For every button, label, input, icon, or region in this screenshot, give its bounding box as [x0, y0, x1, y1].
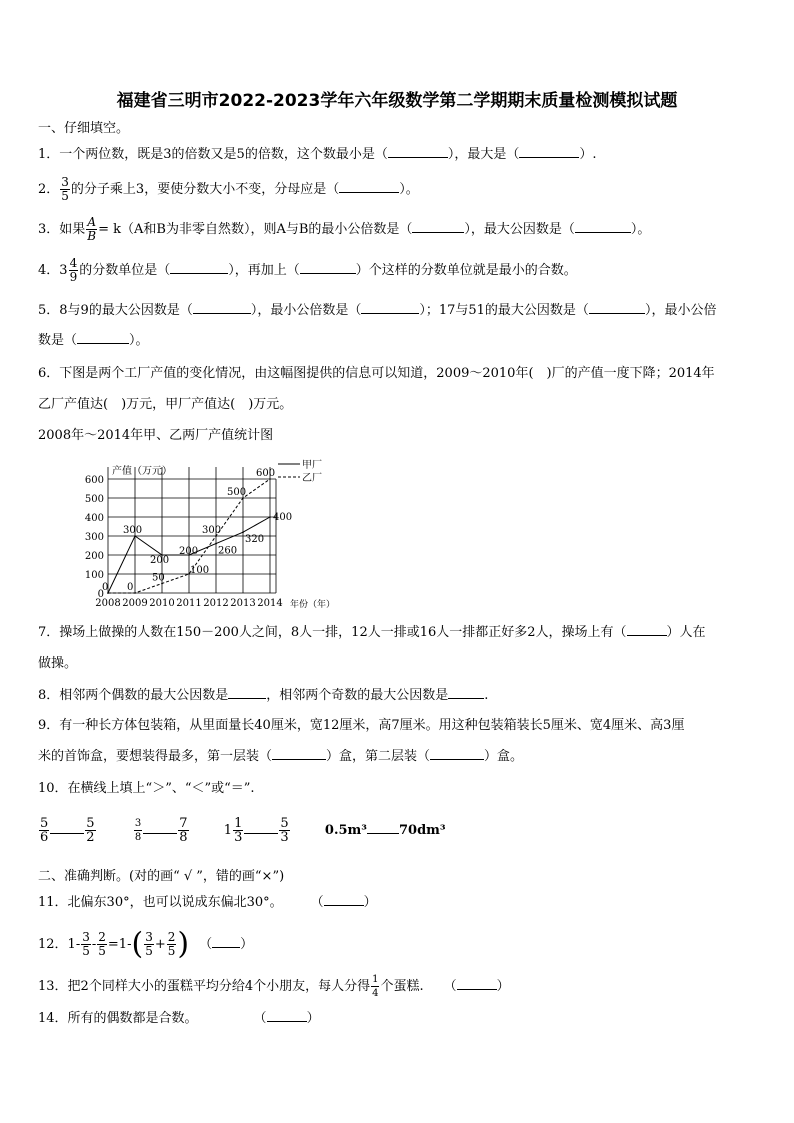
question-10: 10．在横线上填上“＞”、“＜”或“＝”.	[38, 781, 255, 796]
q9-blank-1[interactable]	[272, 759, 326, 760]
q12-paren-open: （	[199, 937, 213, 952]
q10-c3-d1: 3	[234, 830, 243, 845]
q5-blank-3[interactable]	[589, 313, 645, 314]
x-tick-label: 2014	[257, 598, 283, 609]
q12-big-paren-close: )	[177, 926, 190, 962]
q10-blank-4[interactable]	[367, 833, 399, 834]
q12-big-paren-open: (	[131, 926, 144, 962]
data-label: 200	[179, 546, 199, 557]
question-6-line-1: 6．下图是两个工厂产值的变化情况，由这幅图提供的信息可以知道，2009～2010年( )厂的产值一度下降；2014年	[38, 366, 715, 381]
q14-paren-close: ）	[306, 1011, 320, 1026]
q3-fraction	[86, 216, 97, 243]
q3-text: 3．如果	[38, 222, 86, 237]
q2-fraction	[60, 176, 70, 203]
chart-caption: 2008年～2014年甲、乙两厂产值统计图	[38, 428, 274, 443]
q10-c2-n1: 3	[134, 818, 142, 829]
q4-blank-1[interactable]	[170, 273, 228, 274]
q4-blank-2[interactable]	[300, 273, 356, 274]
q4-number: 4．	[38, 263, 60, 278]
q13-fraction	[371, 973, 379, 1000]
question-13	[38, 973, 510, 1000]
question-6-line-2: 乙厂产值达( )万元，甲厂产值达( )万元。	[38, 397, 293, 412]
data-label: 500	[227, 487, 247, 498]
q5-text-4: ），最小公倍	[644, 303, 717, 318]
legend-label-yi: 乙厂	[302, 473, 322, 484]
q2-number: 2．	[38, 182, 60, 197]
question-9-line-2	[38, 749, 523, 765]
q3-blank-1[interactable]	[412, 232, 464, 233]
q12-f1d: 5	[82, 944, 90, 958]
q4-text: 的分数单位是（	[79, 263, 171, 278]
q10-blank-3[interactable]	[244, 833, 278, 834]
q5-blank-2[interactable]	[361, 313, 419, 314]
q2-denominator: 5	[61, 189, 69, 203]
q12-f2n: 2	[98, 930, 106, 944]
q5-blank-4[interactable]	[77, 343, 129, 344]
q4-denominator: 9	[69, 270, 78, 284]
q11-paren-close: ）	[363, 895, 377, 910]
y-tick-label: 500	[84, 494, 104, 505]
q3-text-2: = k（A和B为非零自然数），则A与B的最小公倍数是（	[98, 222, 413, 237]
q9-text-3: ）盒。	[484, 749, 524, 764]
q10-c2-right	[178, 817, 188, 844]
q14-text: 14．所有的偶数都是合数。	[38, 1011, 198, 1026]
q10-c2-left	[134, 817, 142, 844]
y-tick-label: 600	[84, 475, 104, 486]
q10-c3-whole: 1	[223, 823, 233, 838]
q8-text: 8．相邻两个偶数的最大公因数是	[38, 688, 229, 703]
q12-f4d: 5	[167, 944, 176, 958]
q7-blank[interactable]	[627, 635, 667, 636]
q10-c1-n2: 5	[86, 816, 95, 831]
q10-c4-left: 0.5m³	[324, 823, 367, 838]
q13-paren-open: （	[443, 979, 457, 994]
legend-label-jia: 甲厂	[302, 460, 322, 471]
q12-f3d: 5	[145, 944, 153, 958]
question-11	[38, 895, 377, 911]
q1-blank-2[interactable]	[519, 157, 579, 158]
question-14	[38, 1011, 320, 1027]
question-2	[38, 176, 419, 203]
x-tick-label: 2013	[230, 598, 256, 609]
q11-answer-blank[interactable]	[324, 905, 364, 906]
q12-frac-3	[144, 931, 154, 958]
q13-text: 13．把2个同样大小的蛋糕平均分给4个小朋友，每人分得	[38, 979, 371, 994]
q11-text: 11．北偏东30°，也可以说成东偏北30°。	[38, 895, 283, 910]
series-point	[242, 531, 244, 533]
q4-whole: 3	[59, 263, 68, 278]
q10-c3-d2: 3	[280, 830, 289, 845]
series-point	[215, 543, 217, 545]
q7-text-2: ）人在	[666, 625, 706, 640]
q12-plus: +	[154, 937, 166, 952]
q13-answer-blank[interactable]	[457, 989, 497, 990]
section-heading-judge: 二、准确判断。(对的画“ √ ”，错的画“×”)	[38, 869, 285, 884]
data-label: 0	[127, 582, 134, 593]
q8-text-2: ，相邻两个奇数的最大公因数是	[266, 688, 449, 703]
y-tick-label: 0	[97, 589, 104, 600]
x-axis-label: 年份（年）	[290, 600, 336, 610]
q5-text-6: ）。	[129, 333, 149, 348]
q10-c1-right	[85, 817, 95, 844]
question-12	[38, 926, 254, 962]
q10-c1-n1: 5	[40, 816, 49, 831]
q10-c1-d2: 2	[86, 830, 95, 845]
y-tick-label: 200	[84, 551, 104, 562]
q4-text-3: ）个这样的分数单位就是最小的合数。	[355, 263, 577, 278]
q10-c2-n2: 7	[179, 816, 188, 831]
q2-blank[interactable]	[339, 192, 399, 193]
q13-paren-close: ）	[496, 979, 510, 994]
q12-minus: -	[91, 937, 97, 952]
q3-blank-2[interactable]	[575, 232, 631, 233]
question-1	[38, 147, 596, 163]
q3-text-4: ）。	[630, 222, 651, 237]
x-tick-label: 2009	[122, 598, 148, 609]
q12-frac-2	[97, 931, 107, 958]
q10-c3-left	[233, 817, 243, 844]
q12-f3n: 3	[145, 930, 153, 944]
section-heading-fill: 一、仔细填空。	[38, 121, 130, 136]
x-tick-label: 2010	[149, 598, 175, 609]
q4-numerator: 4	[69, 256, 78, 270]
q5-text: 5．8与9的最大公因数是（	[38, 303, 193, 318]
q1-text: 1．一个两位数，既是3的倍数又是5的倍数，这个数最小是（	[38, 147, 388, 162]
q1-text-3: ）.	[579, 147, 597, 162]
q10-c2-d1: 8	[134, 832, 142, 843]
y-tick-label: 300	[84, 532, 104, 543]
q10-blank-1[interactable]	[50, 833, 84, 834]
data-label: 320	[245, 534, 265, 546]
x-tick-label: 2012	[203, 598, 229, 609]
q10-blank-2[interactable]	[143, 833, 177, 834]
q2-text-end: ）。	[399, 182, 419, 197]
data-label: 200	[150, 555, 170, 566]
q5-blank-1[interactable]	[193, 313, 251, 314]
x-tick-label: 2011	[176, 598, 202, 609]
q13-denominator: 4	[372, 988, 379, 999]
q7-text: 7．操场上做操的人数在150－200人之间，8人一排，12人一排或16人一排都正好多2人，操场上有（	[38, 625, 627, 640]
question-5-line-2	[38, 333, 149, 349]
question-3	[38, 216, 650, 243]
q8-text-3: .	[484, 688, 489, 703]
q1-blank-1[interactable]	[388, 157, 448, 158]
x-tick-label: 2008	[95, 598, 121, 609]
data-label: 600	[256, 468, 276, 479]
q2-text: 的分子乘上3，要使分数大小不变，分母应是（	[70, 182, 340, 197]
data-label: 400	[273, 512, 293, 523]
q10-c1-d1: 6	[40, 830, 49, 845]
q12-f1n: 3	[82, 930, 90, 944]
q12-paren-close: ）	[240, 937, 254, 952]
q4-text-2: ），再加上（	[228, 263, 300, 278]
q12-frac-4	[167, 931, 177, 958]
data-label: 300	[123, 525, 143, 536]
question-9-line-1: 9．有一种长方体包装箱，从里面量长40厘米，宽12厘米，高7厘米。用这种包装箱装长5厘米、宽4厘米、高3厘	[38, 718, 685, 733]
q10-comparisons	[38, 817, 446, 844]
y-axis-label: 产值（万元）	[112, 466, 172, 477]
q5-text-5: 数是（	[38, 333, 78, 348]
question-7-line-2: 做操。	[38, 656, 78, 671]
q10-c3-n1: 1	[234, 816, 243, 831]
q9-text: 米的首饰盒，要想装得最多，第一层装（	[38, 749, 273, 764]
y-tick-label: 400	[84, 513, 104, 524]
question-8	[38, 688, 488, 704]
q3-text-3: ），最大公因数是（	[464, 222, 575, 237]
q2-numerator: 3	[61, 175, 69, 189]
q12-text: 12．1-	[38, 937, 81, 952]
q8-blank-1[interactable]	[228, 698, 266, 699]
q10-c3-n2: 5	[280, 816, 289, 831]
question-5-line-1	[38, 303, 716, 319]
q10-c3-right	[279, 817, 289, 844]
page-title: 福建省三明市2022-2023学年六年级数学第二学期期末质量检测模拟试题	[116, 91, 678, 111]
series-point	[134, 592, 136, 594]
y-tick-label: 100	[84, 570, 104, 581]
q13-text-2: 个蛋糕.	[380, 979, 424, 994]
q3-denominator: B	[87, 229, 97, 243]
q1-text-2: ），最大是（	[447, 147, 520, 162]
data-label: 100	[190, 565, 210, 576]
q11-paren-open: （	[310, 895, 324, 910]
data-label: 0	[102, 582, 109, 593]
question-4	[38, 257, 577, 284]
q5-text-2: ），最小公倍数是（	[250, 303, 362, 318]
series-point	[269, 516, 271, 518]
question-7-line-1	[38, 625, 706, 641]
q13-numerator: 1	[372, 974, 379, 985]
q14-answer-blank[interactable]	[267, 1021, 307, 1022]
q12-f2d: 5	[98, 944, 106, 958]
q9-text-2: ）盒，第二层装（	[326, 749, 431, 764]
q12-frac-1	[81, 931, 91, 958]
q3-numerator: A	[87, 215, 97, 229]
q12-equals: =1-	[107, 937, 132, 952]
data-label: 50	[152, 572, 165, 584]
production-line-chart	[70, 452, 370, 612]
data-label: 300	[202, 525, 222, 536]
q14-paren-open: （	[253, 1011, 267, 1026]
q10-c2-d2: 8	[179, 830, 188, 845]
q12-answer-blank[interactable]	[212, 947, 240, 948]
data-label: 260	[218, 545, 238, 557]
q10-c1-left	[39, 817, 49, 844]
q8-blank-2[interactable]	[448, 698, 484, 699]
q5-text-3: ）；17与51的最大公因数是（	[419, 303, 589, 318]
q10-c4-right: 70dm³	[398, 823, 446, 838]
q12-f4n: 2	[167, 930, 176, 944]
q4-fraction	[69, 257, 79, 284]
q9-blank-2[interactable]	[430, 759, 484, 760]
